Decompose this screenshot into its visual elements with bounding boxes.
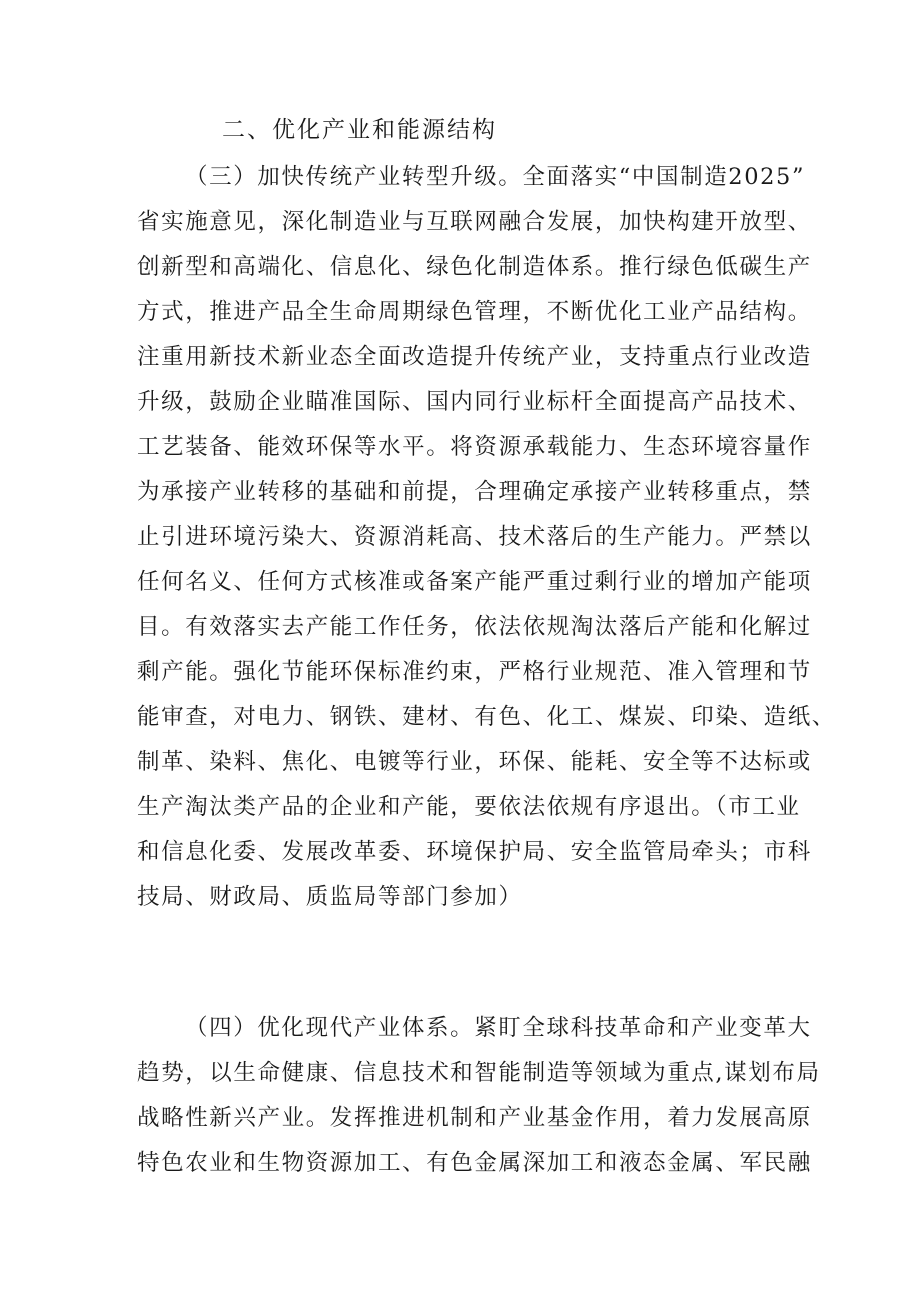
paragraph-4 [137,1006,821,1186]
paragraph-3 [137,155,836,920]
text-line: 创新型和高端化、信息化、绿色化制造体系。推行绿色低碳生产 [137,254,812,280]
text-line: 趋势，以生命健康、信息技术和智能制造等领域为重点,谋划布局 [137,1060,821,1086]
text-line: 能审查，对电力、钢铁、建材、有色、化工、煤炭、印染、造纸、 [137,704,836,730]
text-line: 方式，推进产品全生命周期绿色管理，不断优化工业产品结构。 [137,299,812,325]
text-line: 特色农业和生物资源加工、有色金属深加工和液态金属、军民融 [137,1150,812,1176]
text-line: 任何名义、任何方式核准或备案产能严重过剩行业的增加产能项 [137,569,812,595]
text-line: 技局、财政局、质监局等部门参加） [137,884,523,910]
text-line: 为承接产业转移的基础和前提，合理确定承接产业转移重点，禁 [137,479,812,505]
text-line: （四）优化现代产业体系。紧盯全球科技革命和产业变革大 [185,1015,812,1041]
text-line: 战略性新兴产业。发挥推进机制和产业基金作用，着力发展高原 [137,1105,812,1131]
text-line: 和信息化委、发展改革委、环境保护局、安全监管局牵头；市科 [137,839,812,865]
text-line: 制革、染料、焦化、电镀等行业，环保、能耗、安全等不达标或 [137,749,812,775]
text-line: 生产淘汰类产品的企业和产能，要依法依规有序退出。（市工业 [137,794,801,820]
text-line: 目。有效落实去产能工作任务，依法依规淘汰落后产能和化解过 [137,614,812,640]
text-line: 止引进环境污染大、资源消耗高、技术落后的生产能力。严禁以 [137,524,812,550]
text-line: （三）加快传统产业转型升级。全面落实“中国制造2025” [185,164,806,190]
text-line: 注重用新技术新业态全面改造提升传统产业，支持重点行业改造 [137,344,812,370]
text-line: 省实施意见，深化制造业与互联网融合发展，加快构建开放型、 [137,209,812,235]
section-heading: 二、优化产业和能源结构 [222,117,497,143]
text-line: 升级，鼓励企业瞄准国际、国内同行业标杆全面提高产品技术、 [137,389,812,415]
text-line: 剩产能。强化节能环保标准约束，严格行业规范、准入管理和节 [137,659,812,685]
text-line: 工艺装备、能效环保等水平。将资源承载能力、生态环境容量作 [137,434,812,460]
